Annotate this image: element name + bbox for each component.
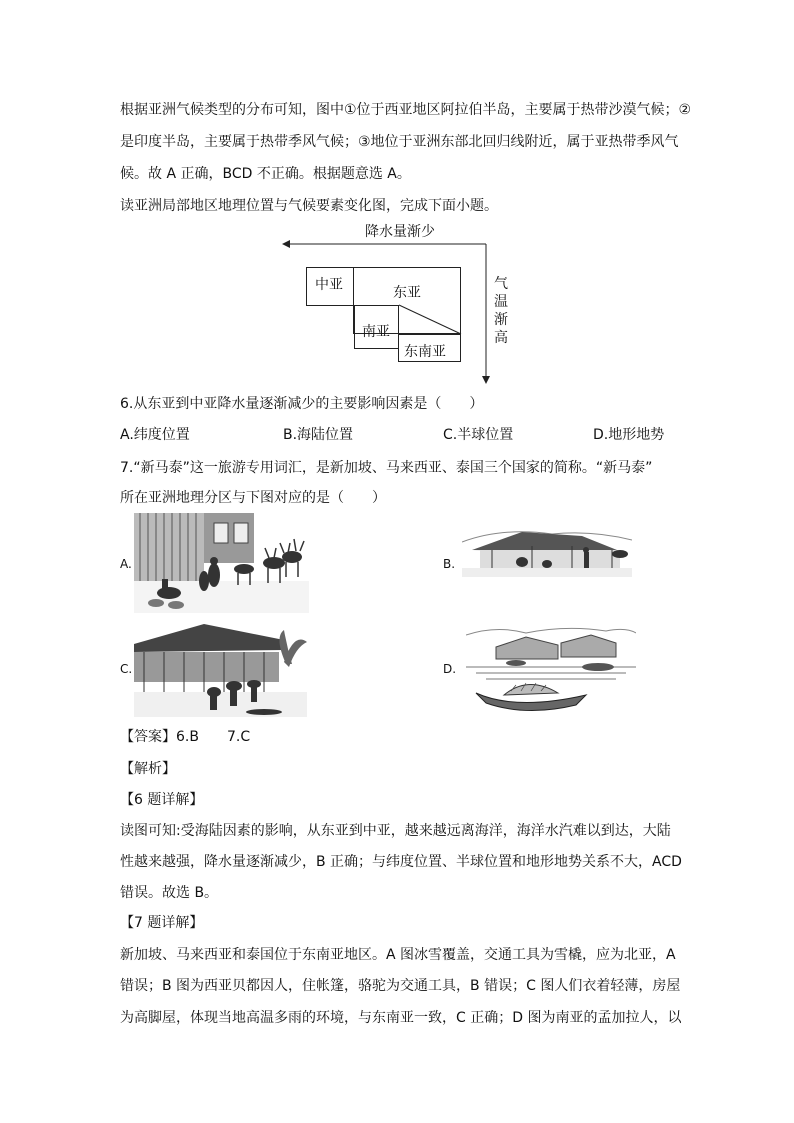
southeast-asia-label: 东南亚 (404, 344, 446, 360)
precipitation-label: 降水量渐少 (365, 224, 435, 240)
q6-option-c: C.半球位置 (443, 427, 514, 443)
q6-detail-heading: 【6 题详解】 (120, 792, 204, 808)
snow-sled-image (134, 513, 309, 613)
paragraph-line-3: 候。故 A 正确，BCD 不正确。根据题意选 A。 (120, 166, 411, 182)
temperature-char: 气 (494, 276, 508, 292)
q6-option-d: D.地形地势 (593, 427, 665, 443)
diagram-diagonal (0, 0, 794, 400)
q7-detail-line-2: 错误；B 图为西亚贝都因人，住帐篷，骆驼为交通工具，B 错误；C 图人们衣着轻薄，房屋 (120, 978, 681, 994)
q6-option-b: B.海陆位置 (283, 427, 354, 443)
paragraph-line-4: 读亚洲局部地区地理位置与气候要素变化图，完成下面小题。 (120, 198, 498, 214)
q7-option-c-label: C. (120, 662, 133, 676)
paragraph-line-2: 是印度半岛，主要属于热带季风气候；③地位于亚洲东部北回归线附近，属于亚热带季风气 (120, 134, 679, 150)
central-asia-label: 中亚 (315, 277, 343, 293)
analysis-heading: 【解析】 (120, 761, 176, 777)
temperature-char: 温 (494, 294, 508, 310)
q7-detail-line-3: 为高脚屋，体现当地高温多雨的环境，与东南亚一致，C 正确；D 图为南亚的孟加拉人，以 (120, 1010, 682, 1026)
paragraph-line-1: 根据亚洲气候类型的分布可知，图中①位于西亚地区阿拉伯半岛，主要属于热带沙漠气候；② (120, 102, 692, 118)
question-6-stem: 6.从东亚到中亚降水量逐渐减少的主要影响因素是（ ） (120, 396, 484, 412)
answer-line: 【答案】6.B 7.C (120, 729, 251, 745)
q6-detail-line-3: 错误。故选 B。 (120, 885, 219, 901)
temperature-char: 高 (494, 330, 508, 346)
question-7-stem-2: 所在亚洲地理分区与下图对应的是（ ） (120, 490, 386, 506)
east-asia-label: 东亚 (393, 285, 421, 301)
question-7-stem-1: 7.“新马泰”这一旅游专用词汇，是新加坡、马来西亚、泰国三个国家的简称。“新马泰” (120, 460, 653, 476)
desert-tent-image (462, 522, 632, 577)
temperature-char: 渐 (494, 312, 508, 328)
q7-option-b-label: B. (443, 557, 456, 571)
q6-option-a: A.纬度位置 (120, 427, 190, 443)
stilt-house-image (134, 622, 307, 717)
flooded-village-image (466, 625, 636, 717)
south-asia-label: 南亚 (362, 324, 390, 340)
q7-detail-line-1: 新加坡、马来西亚和泰国位于东南亚地区。A 图冰雪覆盖，交通工具为雪橇，应为北亚，A (120, 947, 676, 963)
q7-option-a-label: A. (120, 557, 132, 571)
q6-detail-line-1: 读图可知:受海陆因素的影响，从东亚到中亚，越来越远离海洋，海洋水汽难以到达，大陆 (120, 823, 671, 839)
q6-detail-line-2: 性越来越强，降水量逐渐减少，B 正确；与纬度位置、半球位置和地形地势关系不大，ACD (120, 854, 682, 870)
q7-detail-heading: 【7 题详解】 (120, 915, 204, 931)
q7-option-d-label: D. (443, 662, 457, 676)
